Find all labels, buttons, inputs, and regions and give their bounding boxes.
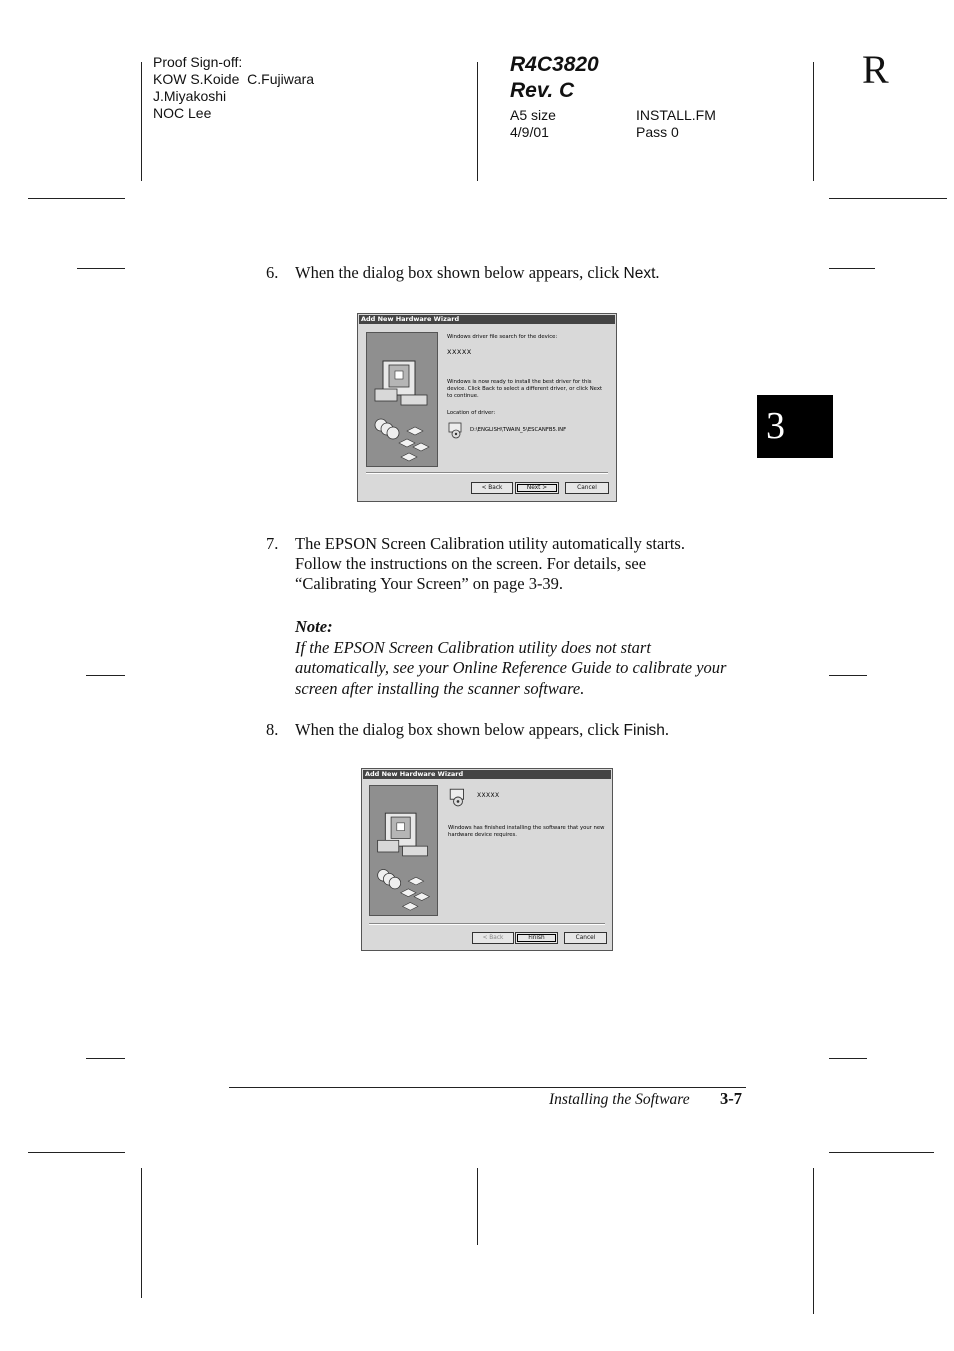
device-name: XXXXX xyxy=(447,348,472,356)
step-number: 8. xyxy=(266,720,279,739)
crop-mark xyxy=(477,1168,478,1245)
add-hardware-dialog-1 xyxy=(357,313,617,502)
step-6 xyxy=(266,263,736,283)
ready-text xyxy=(447,379,602,400)
crop-mark xyxy=(829,198,947,199)
proof-line: Proof Sign-off: xyxy=(153,54,243,70)
crop-mark xyxy=(829,1058,867,1059)
back-button[interactable]: < Back xyxy=(471,482,513,494)
ui-term-finish: Finish xyxy=(623,722,665,739)
note-line: automatically, see your Online Reference Guide to calibrate your xyxy=(295,658,727,677)
step-7 xyxy=(266,534,746,594)
crop-mark xyxy=(141,62,142,181)
step-8 xyxy=(266,720,736,740)
step-punct: . xyxy=(655,263,660,282)
footer-rule xyxy=(229,1087,746,1088)
finish-line: Windows has finished installing the software that your new xyxy=(448,825,605,831)
dialog-separator xyxy=(366,472,608,474)
search-label: Windows driver file search for the device: xyxy=(447,334,558,340)
proof-line: J.Miyakoshi xyxy=(153,88,227,104)
finish-button[interactable]: Finish xyxy=(515,932,558,944)
wizard-illustration xyxy=(366,332,438,467)
computer-disks-icon xyxy=(367,333,438,467)
corner-mark: R xyxy=(862,47,889,92)
dialog-separator xyxy=(369,923,605,925)
add-hardware-dialog-2 xyxy=(361,768,613,951)
proof-signoff xyxy=(153,54,314,122)
crop-mark xyxy=(86,1058,125,1059)
step-number: 7. xyxy=(266,534,279,553)
crop-mark xyxy=(813,62,814,181)
doc-revision: Rev. C xyxy=(510,79,575,102)
location-label: Location of driver: xyxy=(447,410,496,416)
crop-mark xyxy=(141,1168,142,1298)
dialog-title: Add New Hardware Wizard xyxy=(359,315,615,324)
note-label: Note: xyxy=(295,617,333,636)
back-button[interactable]: < Back xyxy=(472,932,514,944)
doc-file: INSTALL.FM xyxy=(636,107,716,123)
device-name: XXXXX xyxy=(477,792,500,799)
step-punct: . xyxy=(664,720,670,739)
proof-line: NOC Lee xyxy=(153,105,212,121)
wizard-illustration xyxy=(369,785,438,916)
proof-line: KOW S.Koide C.Fujiwara xyxy=(153,71,315,87)
crop-mark xyxy=(829,1152,934,1153)
crop-mark xyxy=(477,62,478,181)
note-line: screen after installing the scanner software. xyxy=(295,678,585,698)
cancel-button[interactable]: Cancel xyxy=(564,932,607,944)
driver-disk-icon xyxy=(447,421,465,439)
computer-disks-icon xyxy=(370,786,438,916)
doc-date: 4/9/01 xyxy=(510,124,549,140)
doc-code-number: R4C3820 xyxy=(510,53,599,76)
step-line: The EPSON Screen Calibration utility automatically starts. xyxy=(295,534,685,553)
page-number: 3-7 xyxy=(720,1089,742,1108)
doc-size: A5 size xyxy=(510,107,556,123)
ready-line: Windows is now ready to install the best driver for this xyxy=(447,379,592,385)
step-text: When the dialog box shown below appears, click xyxy=(295,263,624,282)
step-line: “Calibrating Your Screen” on page 3-39. xyxy=(295,574,564,593)
doc-pass: Pass 0 xyxy=(636,124,679,140)
ui-term-next: Next xyxy=(623,265,656,282)
driver-path: D:\ENGLISH\TWAIN_5\ESCANFB5.INF xyxy=(470,427,567,433)
ready-line: device. Click Back to select a different driver, or click Next xyxy=(447,386,603,392)
step-line: Follow the instructions on the screen. For details, see xyxy=(295,554,647,573)
doc-code xyxy=(510,52,599,104)
crop-mark xyxy=(28,1152,125,1153)
step-text: When the dialog box shown below appears, click xyxy=(295,720,624,739)
crop-mark xyxy=(829,268,875,269)
note-line: If the EPSON Screen Calibration utility does not start xyxy=(295,637,651,657)
crop-mark xyxy=(829,675,867,676)
cancel-button[interactable]: Cancel xyxy=(565,482,609,494)
next-button[interactable]: Next > xyxy=(515,482,559,494)
crop-mark xyxy=(813,1168,814,1314)
crop-mark xyxy=(28,198,125,199)
crop-mark xyxy=(77,268,125,269)
device-disk-icon xyxy=(448,787,468,807)
doc-meta-right xyxy=(636,107,716,141)
ready-line: to continue. xyxy=(447,393,479,399)
finish-text xyxy=(448,825,604,839)
crop-mark xyxy=(86,675,125,676)
finish-line: hardware device requires. xyxy=(448,832,517,838)
chapter-tab: 3 xyxy=(757,395,833,458)
dialog-title: Add New Hardware Wizard xyxy=(363,770,611,779)
footer-section: Installing the Software xyxy=(549,1091,690,1108)
note-block xyxy=(295,617,726,699)
doc-meta-left xyxy=(510,107,556,141)
step-number: 6. xyxy=(266,263,279,282)
